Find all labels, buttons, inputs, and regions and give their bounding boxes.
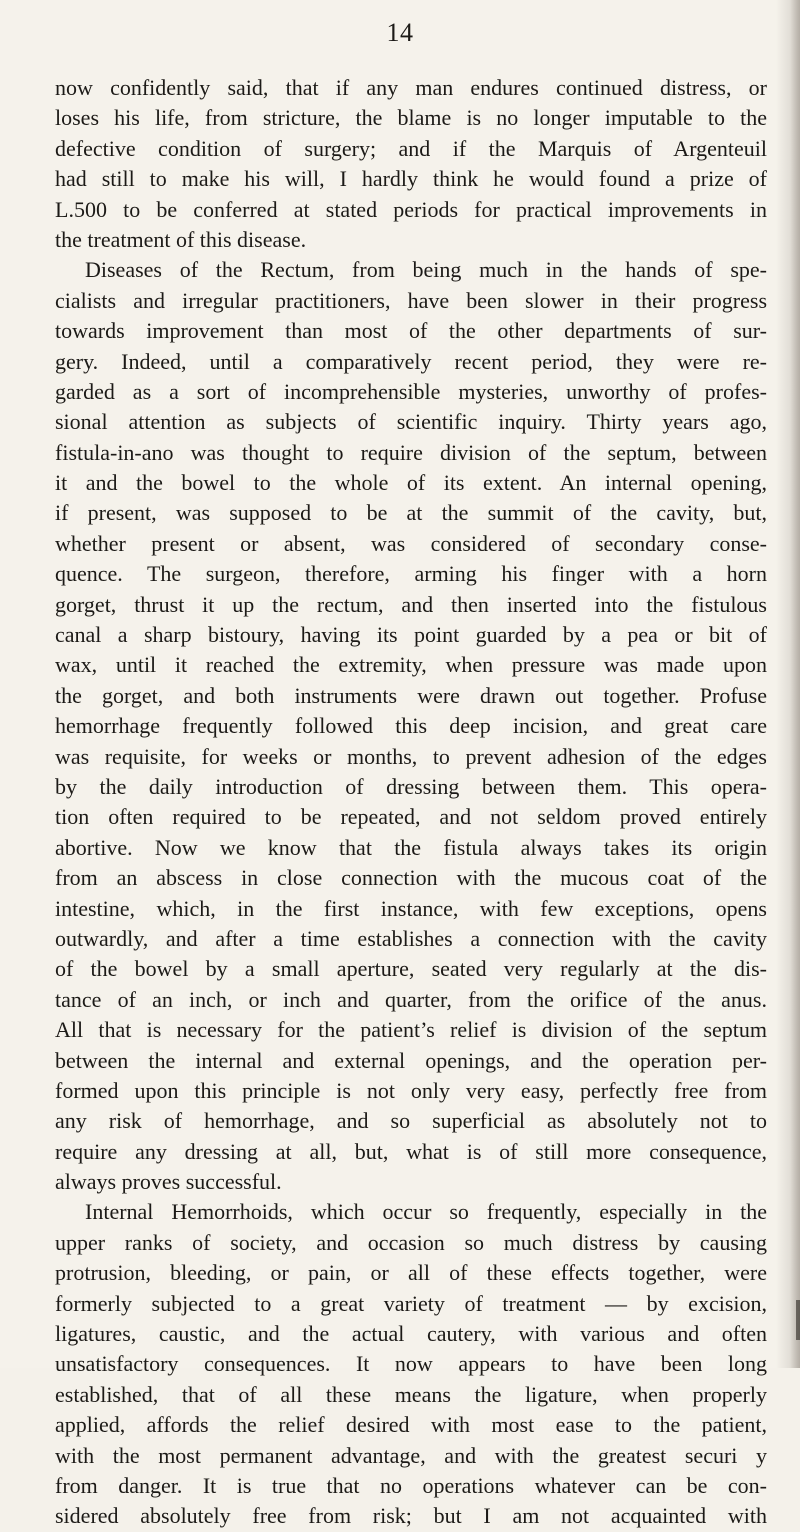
text-line: L.500 to be conferred at stated periods for practical improvements in [55, 196, 767, 222]
text-line: garded as a sort of incomprehensible mysteries, unworthy of profes- [55, 378, 767, 404]
text-line: formerly subjected to a great variety of treatment — by excision, [55, 1290, 767, 1316]
text-line: always proves successful. [55, 1169, 282, 1195]
page-number: 14 [386, 18, 414, 47]
text-line: established, that of all these means the ligature, when properly [55, 1381, 767, 1407]
text-line: upper ranks of society, and occasion so much distress by causing [55, 1229, 767, 1255]
text-line: protrusion, bleeding, or pain, or all of these effects together, were [55, 1260, 767, 1286]
text-line: towards improvement than most of the other departments of sur- [55, 318, 767, 344]
text-line: canal a sharp bistoury, having its point guarded by a pea or bit of [55, 622, 767, 648]
text-line: from an abscess in close connection with the mucous coat of the [55, 865, 767, 891]
body-text [55, 73, 767, 1532]
text-line: loses his life, from stricture, the blame is no longer imputable to the [55, 105, 767, 131]
page-edge-mark [796, 1300, 800, 1340]
text-line: Internal Hemorrhoids, which occur so frequently, especially in the [85, 1199, 767, 1225]
text-line: gorget, thrust it up the rectum, and then inserted into the fistulous [55, 591, 767, 617]
text-line: tance of an inch, or inch and quarter, from the orifice of the anus. [55, 986, 767, 1012]
text-line: if present, was supposed to be at the summit of the cavity, but, [55, 500, 767, 526]
text-line: of the bowel by a small aperture, seated very regularly at the dis- [55, 956, 767, 982]
text-line: fistula-in-ano was thought to require division of the septum, between [55, 439, 767, 465]
text-line: sional attention as subjects of scientific inquiry. Thirty years ago, [55, 409, 767, 435]
text-line: the treatment of this disease. [55, 226, 307, 252]
text-line: it and the bowel to the whole of its extent. An internal opening, [55, 470, 767, 496]
text-line: ligatures, caustic, and the actual cautery, with various and often [55, 1321, 767, 1347]
text-line: applied, affords the relief desired with most ease to the patient, [55, 1412, 767, 1438]
text-line: Diseases of the Rectum, from being much in the hands of spe- [85, 257, 767, 283]
text-line: outwardly, and after a time establishes a connection with the cavity [55, 925, 767, 951]
text-line: tion often required to be repeated, and not seldom proved entirely [55, 804, 767, 830]
text-line: the gorget, and both instruments were drawn out together. Profuse [55, 682, 767, 708]
text-line: intestine, which, in the first instance, with few exceptions, opens [55, 895, 767, 921]
text-line: from danger. It is true that no operations whatever can be con- [55, 1472, 767, 1498]
text-line: gery. Indeed, until a comparatively recent period, they were re- [55, 348, 767, 374]
page-edge-shadow [790, 0, 800, 1368]
text-line: hemorrhage frequently followed this deep incision, and great care [55, 713, 767, 739]
text-line: defective condition of surgery; and if the Marquis of Argenteuil [55, 135, 767, 161]
text-line: formed upon this principle is not only very easy, perfectly free from [55, 1077, 767, 1103]
text-line: quence. The surgeon, therefore, arming his finger with a horn [55, 561, 767, 587]
text-line: wax, until it reached the extremity, when pressure was made upon [55, 652, 767, 678]
text-line: between the internal and external openings, and the operation per- [55, 1047, 767, 1073]
text-line: require any dressing at all, but, what is of still more consequence, [55, 1138, 767, 1164]
text-line: by the daily introduction of dressing between them. This opera- [55, 773, 767, 799]
text-line: unsatisfactory consequences. It now appears to have been long [55, 1351, 767, 1377]
text-line: now confidently said, that if any man endures continued distress, or [55, 75, 767, 100]
text-line: cialists and irregular practitioners, have been slower in their progress [55, 287, 767, 313]
text-line: with the most permanent advantage, and with the greatest securi y [55, 1442, 767, 1468]
text-line: abortive. Now we know that the fistula always takes its origin [55, 834, 767, 860]
text-line: All that is necessary for the patient’s relief is division of the septum [55, 1017, 767, 1043]
text-line: sidered absolutely free from risk; but I am not acquainted with [55, 1503, 767, 1529]
text-line: had still to make his will, I hardly think he would found a prize of [55, 166, 767, 192]
text-line: any risk of hemorrhage, and so superficial as absolutely not to [55, 1108, 767, 1134]
text-line: was requisite, for weeks or months, to prevent adhesion of the edges [55, 743, 767, 769]
text-line: whether present or absent, was considered of secondary conse- [55, 530, 767, 556]
